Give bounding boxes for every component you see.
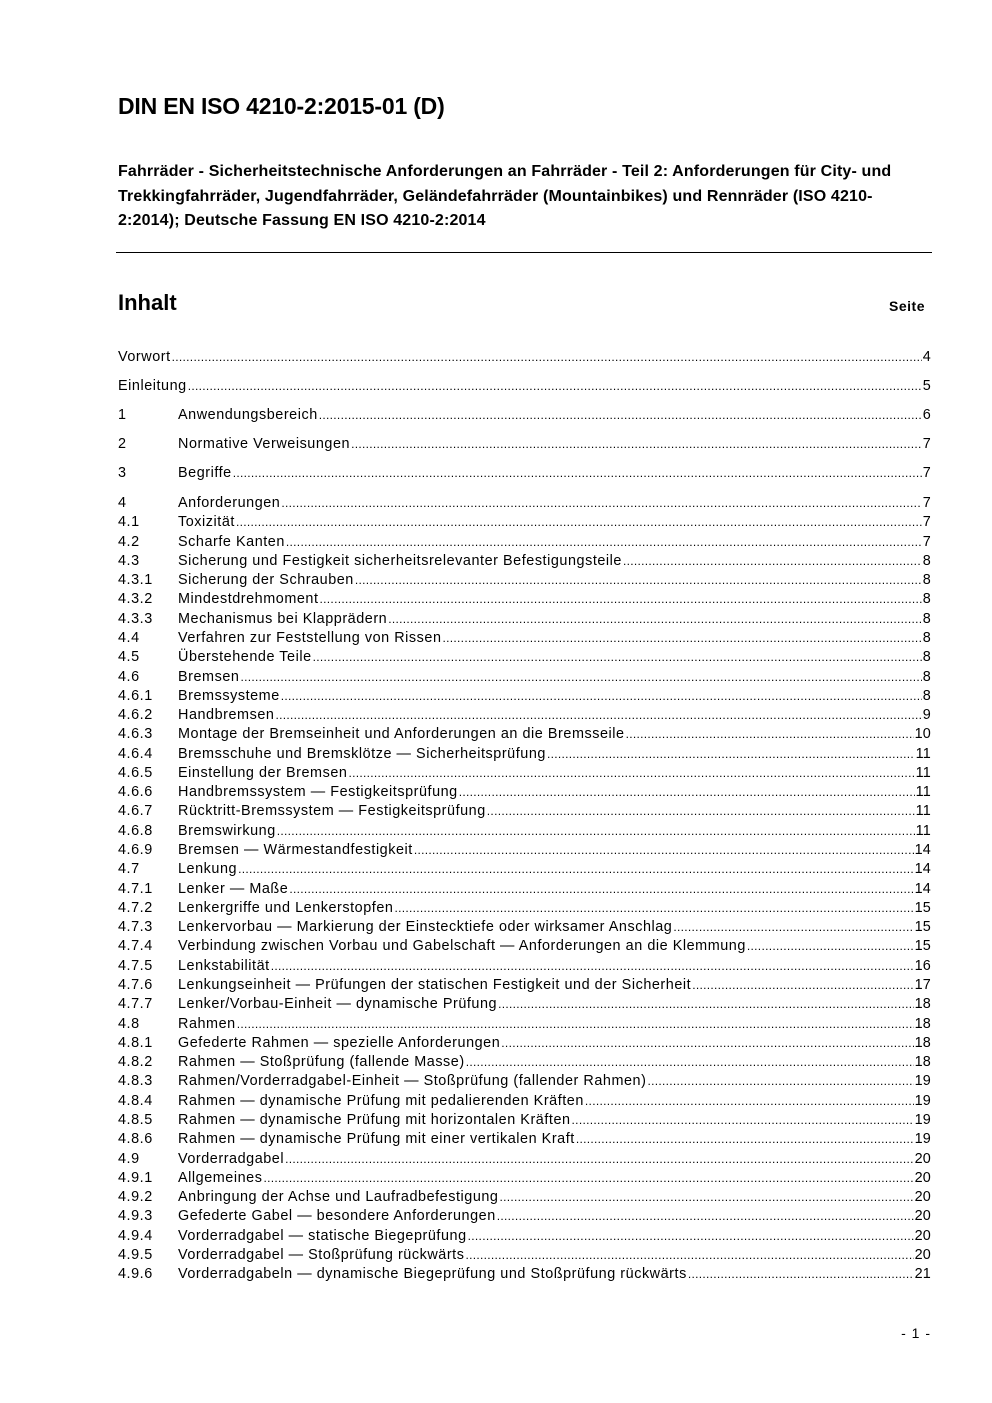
toc-entry-number: 4.9.6 (118, 1266, 153, 1283)
toc-entry-page: 18 (914, 996, 931, 1013)
toc-entry-title: Montage der Bremseinheit und Anforderungen an die Bremsseile (178, 726, 625, 743)
toc-dot-leader (747, 937, 914, 956)
toc-dot-leader (348, 764, 914, 783)
toc-entry[interactable] (118, 822, 931, 841)
toc-entry-title: Anbringung der Achse und Laufradbefestigung (178, 1189, 499, 1206)
toc-entry-number: 4.9.1 (118, 1169, 153, 1186)
toc-entry-number: 4.7.5 (118, 957, 153, 974)
toc-entry-page: 11 (915, 745, 931, 762)
toc-entry-title: Lenker/Vorbau-Einheit — dynamische Prüfung (178, 996, 498, 1013)
toc-entry-title: Bremsen (178, 668, 240, 685)
toc-entry-number: 4.8.3 (118, 1073, 153, 1090)
toc-entry[interactable] (118, 377, 931, 396)
toc-entry-page: 20 (914, 1189, 931, 1206)
toc-entry-title: Anforderungen (178, 495, 281, 511)
toc-entry-number: 4.8.2 (118, 1054, 153, 1071)
toc-entry-number: 4.7 (118, 861, 140, 878)
toc-entry-number: 3 (118, 465, 127, 481)
toc-entry[interactable] (118, 976, 931, 995)
toc-entry-page: 11 (915, 764, 931, 781)
toc-dot-leader (172, 348, 922, 367)
toc-entry-title: Einstellung der Bremsen (178, 764, 348, 781)
toc-entry-title: Mindestdrehmoment (178, 591, 319, 608)
toc-entry-page: 18 (914, 1034, 931, 1051)
toc-entry-number: 4.6.5 (118, 764, 153, 781)
toc-entry-page: 20 (914, 1227, 931, 1244)
toc-heading: Inhalt (118, 290, 177, 315)
toc-entry-page: 4 (922, 349, 931, 365)
toc-entry[interactable] (118, 1207, 931, 1226)
toc-entry-page: 8 (922, 629, 931, 646)
toc-entry-page: 15 (914, 938, 931, 955)
toc-dot-leader (236, 513, 922, 532)
toc-dot-leader (313, 648, 922, 667)
toc-entry[interactable] (118, 745, 931, 764)
toc-dot-leader (688, 1265, 914, 1284)
toc-dot-leader (585, 1092, 914, 1111)
toc-dot-leader (263, 1169, 913, 1188)
toc-entry-page: 18 (914, 1015, 931, 1032)
toc-entry-number: 4.9.4 (118, 1227, 153, 1244)
toc-dot-leader (499, 1188, 913, 1207)
toc-entry-title: Lenkervorbau — Markierung der Einstecktiefe oder wirksamer Anschlag (178, 919, 673, 936)
toc-entry-page: 11 (915, 803, 931, 820)
toc-entry-page: 8 (922, 649, 931, 666)
toc-dot-leader (275, 706, 921, 725)
toc-dot-leader (388, 610, 922, 629)
toc-entry-title: Normative Verweisungen (178, 436, 351, 452)
toc-entry-title: Anwendungsbereich (178, 407, 318, 423)
toc-entry-title: Überstehende Teile (178, 649, 312, 666)
toc-entry-number: 4.8.4 (118, 1092, 153, 1109)
toc-entry-page: 11 (915, 822, 931, 839)
footer-page-number: - 1 - (901, 1325, 931, 1341)
toc-entry-title: Handbremsen (178, 707, 275, 724)
toc-entry-page: 8 (922, 610, 931, 627)
toc-entry[interactable] (118, 725, 931, 744)
toc-dot-leader (459, 783, 915, 802)
toc-entry-page: 19 (914, 1131, 931, 1148)
toc-entry[interactable] (118, 1246, 931, 1265)
toc-entry-page: 8 (922, 687, 931, 704)
toc-entry-number: 4.6.4 (118, 745, 153, 762)
toc-entry-title: Rahmen — Stoßprüfung (fallende Masse) (178, 1054, 465, 1071)
toc-dot-leader (572, 1111, 914, 1130)
toc-entry-title: Rahmen — dynamische Prüfung mit horizontalen Kräften (178, 1111, 571, 1128)
document-subtitle: Fahrräder - Sicherheitstechnische Anforderungen an Fahrräder - Teil 2: Anforderungen für City- und Trekkingfahrräder, Jugendfahrräder, Geländefahrräder (Mountainbikes) und Rennräder (ISO 4210-2:2014); Deutsche Fassung EN ISO 4210-2:2014 (118, 163, 892, 229)
toc-entry[interactable] (118, 571, 931, 590)
toc-entry[interactable] (118, 494, 931, 513)
toc-entry-page: 19 (914, 1073, 931, 1090)
toc-entry-number: 4.1 (118, 514, 140, 531)
toc-entry[interactable] (118, 1034, 931, 1053)
toc-entry-page: 6 (922, 407, 931, 423)
toc-entry[interactable] (118, 406, 931, 425)
toc-entry[interactable] (118, 841, 931, 860)
toc-dot-leader (281, 494, 921, 513)
toc-entry-title: Rahmen — dynamische Prüfung mit pedalierenden Kräften (178, 1092, 584, 1109)
toc-entry[interactable] (118, 764, 931, 783)
toc-dot-leader (351, 435, 922, 454)
toc-entry[interactable] (118, 957, 931, 976)
toc-entry-number: 4 (118, 495, 127, 511)
toc-dot-leader (237, 1015, 914, 1034)
toc-entry-number: 4.7.7 (118, 996, 153, 1013)
toc-entry[interactable] (118, 783, 931, 802)
toc-entry-number: 4.6.1 (118, 687, 153, 704)
toc-entry-page: 16 (914, 957, 931, 974)
toc-entry[interactable] (118, 1150, 931, 1169)
header-divider (116, 252, 932, 253)
toc-entry-page: 8 (922, 572, 931, 589)
toc-entry-page: 15 (914, 919, 931, 936)
toc-entry-number: 4.3 (118, 552, 140, 569)
toc-entry-number: 4.8 (118, 1015, 140, 1032)
toc-entry-title: Lenker — Maße (178, 880, 289, 897)
toc-entry-number: 4.9.5 (118, 1246, 153, 1263)
toc-entry-page: 7 (922, 514, 931, 531)
toc-entry-title: Allgemeines (178, 1169, 263, 1186)
toc-entry-page: 11 (915, 784, 931, 801)
toc-entry-number: 4.6.6 (118, 784, 153, 801)
toc-entry[interactable] (118, 899, 931, 918)
toc-entry[interactable] (118, 880, 931, 899)
toc-entry[interactable] (118, 1053, 931, 1072)
toc-dot-leader (414, 841, 914, 860)
toc-entry-number: 4.8.6 (118, 1131, 153, 1148)
toc-entry-title: Vorderradgabel — Stoßprüfung rückwärts (178, 1246, 465, 1263)
toc-dot-leader (692, 976, 913, 995)
toc-dot-leader (188, 377, 922, 396)
toc-dot-leader (443, 629, 922, 648)
toc-dot-leader (498, 995, 914, 1014)
toc-entry-number: 4.8.5 (118, 1111, 153, 1128)
toc-entry-title: Bremsschuhe und Bremsklötze — Sicherheitsprüfung (178, 745, 546, 762)
toc-dot-leader (394, 899, 913, 918)
toc-entry[interactable] (118, 995, 931, 1014)
toc-entry-page: 7 (922, 436, 931, 452)
toc-entry-page: 14 (914, 842, 931, 859)
toc-dot-leader (673, 918, 913, 937)
toc-dot-leader (281, 687, 922, 706)
toc-entry[interactable] (118, 1188, 931, 1207)
toc-dot-leader (466, 1053, 914, 1072)
toc-entry-number: 4.3.2 (118, 591, 153, 608)
toc-entry-title: Rahmen — dynamische Prüfung mit einer vertikalen Kraft (178, 1131, 575, 1148)
toc-entry[interactable] (118, 629, 931, 648)
toc-entry[interactable] (118, 648, 931, 667)
toc-entry[interactable] (118, 610, 931, 629)
toc-entry[interactable] (118, 435, 931, 454)
toc-dot-leader (286, 533, 922, 552)
toc-entry-number: 4.3.1 (118, 572, 153, 589)
toc-dot-leader (355, 571, 922, 590)
toc-entry-number: 4.6.2 (118, 707, 153, 724)
toc-entry-title: Sicherung und Festigkeit sicherheitsrelevanter Befestigungsteile (178, 552, 622, 569)
toc-entry-title: Gefederte Gabel — besondere Anforderungen (178, 1208, 496, 1225)
toc-entry-title: Bremssysteme (178, 687, 280, 704)
toc-entry-title: Rücktritt-Bremssystem — Festigkeitsprüfung (178, 803, 486, 820)
toc-entry-title: Lenkergriffe und Lenkerstopfen (178, 899, 394, 916)
toc-entry-number: 4.9 (118, 1150, 140, 1167)
toc-entry-number: 4.9.3 (118, 1208, 153, 1225)
toc-dot-leader (285, 1150, 913, 1169)
toc-entry-number: 4.6.9 (118, 842, 153, 859)
toc-entry[interactable] (118, 464, 931, 483)
toc-entry-page: 18 (914, 1054, 931, 1071)
toc-entry[interactable] (118, 860, 931, 879)
toc-dot-leader (320, 590, 922, 609)
toc-entry[interactable] (118, 668, 931, 687)
toc-entry-number: 4.6.3 (118, 726, 153, 743)
toc-entry-page: 5 (922, 378, 931, 394)
toc-entry-page: 7 (922, 533, 931, 550)
toc-entry-title: Mechanismus bei Klapprädern (178, 610, 388, 627)
toc-entry[interactable] (118, 1130, 931, 1149)
toc-entry-title: Vorderradgabeln — dynamische Biegeprüfung und Stoßprüfung rückwärts (178, 1266, 687, 1283)
toc-dot-leader (240, 668, 921, 687)
toc-entry-title: Verbindung zwischen Vorbau und Gabelschaft — Anforderungen an die Klemmung (178, 938, 746, 955)
toc-dot-leader (576, 1130, 914, 1149)
toc-dot-leader (319, 406, 922, 425)
toc-entry-number: 1 (118, 407, 127, 423)
toc-dot-leader (626, 725, 914, 744)
toc-entry-title: Vorderradgabel (178, 1150, 285, 1167)
toc-entry-page: 20 (914, 1150, 931, 1167)
toc-dot-leader (487, 802, 915, 821)
toc-entry[interactable] (118, 1015, 931, 1034)
toc-entry-title: Rahmen/Vorderradgabel-Einheit — Stoßprüfung (fallender Rahmen) (178, 1073, 647, 1090)
toc-entry[interactable] (118, 937, 931, 956)
toc-entry[interactable] (118, 1092, 931, 1111)
toc-entry-number: 4.5 (118, 649, 140, 666)
toc-dot-leader (547, 745, 915, 764)
toc-entry-page: 8 (922, 668, 931, 685)
toc-page-label: Seite (889, 298, 925, 314)
toc-entry-title: Handbremssystem — Festigkeitsprüfung (178, 784, 458, 801)
toc-entry[interactable] (118, 552, 931, 571)
toc-entry[interactable] (118, 1072, 931, 1091)
toc-entry-page: 7 (922, 465, 931, 481)
toc-entry-page: 20 (914, 1169, 931, 1186)
toc-entry-title: Vorderradgabel — statische Biegeprüfung (178, 1227, 467, 1244)
toc-entry-page: 14 (914, 880, 931, 897)
toc-entry-page: 9 (922, 707, 931, 724)
toc-entry-page: 14 (914, 861, 931, 878)
toc-dot-leader (647, 1072, 913, 1091)
toc-entry-number: 4.6.7 (118, 803, 153, 820)
toc-entry[interactable] (118, 687, 931, 706)
toc-entry-number: 2 (118, 436, 127, 452)
toc-entry-page: 10 (914, 726, 931, 743)
toc-entry-number: 4.7.2 (118, 899, 153, 916)
toc-dot-leader (501, 1034, 913, 1053)
toc-entry-page: 15 (914, 899, 931, 916)
toc-entry-title: Einleitung (118, 378, 187, 394)
toc-entry[interactable] (118, 533, 931, 552)
toc-dot-leader (238, 860, 914, 879)
toc-dot-leader (497, 1207, 914, 1226)
toc-entry-number: 4.6.8 (118, 822, 153, 839)
toc-entry-page: 19 (914, 1111, 931, 1128)
toc-entry[interactable] (118, 1265, 931, 1284)
toc-entry-title: Bremsen — Wärmestandfestigkeit (178, 842, 413, 859)
toc-entry[interactable] (118, 1169, 931, 1188)
toc-dot-leader (465, 1246, 913, 1265)
toc-entry[interactable] (118, 590, 931, 609)
toc-entry-page: 19 (914, 1092, 931, 1109)
toc-dot-leader (623, 552, 922, 571)
toc-entry[interactable] (118, 706, 931, 725)
toc-entry-number: 4.7.1 (118, 880, 153, 897)
toc-entry[interactable] (118, 348, 931, 367)
toc-entry-page: 7 (922, 495, 931, 511)
toc-entry[interactable] (118, 918, 931, 937)
toc-dot-leader (271, 957, 914, 976)
toc-entry[interactable] (118, 513, 931, 532)
toc-entry-title: Lenkung (178, 861, 238, 878)
toc-entry-number: 4.6 (118, 668, 140, 685)
toc-entry-number: 4.4 (118, 629, 140, 646)
toc-entry-title: Scharfe Kanten (178, 533, 285, 550)
toc-entry-page: 17 (914, 977, 931, 993)
toc-entry-number: 4.2 (118, 533, 140, 550)
toc-entry-page: 8 (922, 552, 931, 569)
toc-entry-title: Lenkungseinheit — Prüfungen der statischen Festigkeit und der Sicherheit (178, 977, 692, 993)
toc-entry-title: Sicherung der Schrauben (178, 572, 354, 589)
document-title: DIN EN ISO 4210-2:2015-01 (D) (118, 93, 445, 119)
toc-entry[interactable] (118, 1227, 931, 1246)
toc-entry-number: 4.7.6 (118, 977, 153, 993)
toc-dot-leader (277, 822, 915, 841)
toc-entry-title: Vorwort (118, 349, 171, 365)
toc-entry-title: Bremswirkung (178, 822, 276, 839)
toc-entry-title: Rahmen (178, 1015, 236, 1032)
toc-entry-title: Toxizität (178, 514, 235, 531)
toc-entry-page: 8 (922, 591, 931, 608)
toc-entry-page: 21 (914, 1266, 931, 1283)
toc-dot-leader (468, 1227, 914, 1246)
toc-entry-title: Begriffe (178, 465, 232, 481)
toc-dot-leader (233, 464, 922, 483)
toc-entry-number: 4.7.3 (118, 919, 153, 936)
toc-entry-title: Lenkstabilität (178, 957, 270, 974)
toc-entry-title: Gefederte Rahmen — spezielle Anforderungen (178, 1034, 501, 1051)
toc-entry-number: 4.9.2 (118, 1189, 153, 1206)
toc-entry-number: 4.7.4 (118, 938, 153, 955)
toc-entry-page: 20 (914, 1246, 931, 1263)
toc-entry[interactable] (118, 802, 931, 821)
toc-entry[interactable] (118, 1111, 931, 1130)
toc-entry-page: 20 (914, 1208, 931, 1225)
toc-entry-number: 4.8.1 (118, 1034, 153, 1051)
toc-entry-number: 4.3.3 (118, 610, 153, 627)
toc-entry-title: Verfahren zur Feststellung von Rissen (178, 629, 442, 646)
toc-dot-leader (289, 880, 913, 899)
